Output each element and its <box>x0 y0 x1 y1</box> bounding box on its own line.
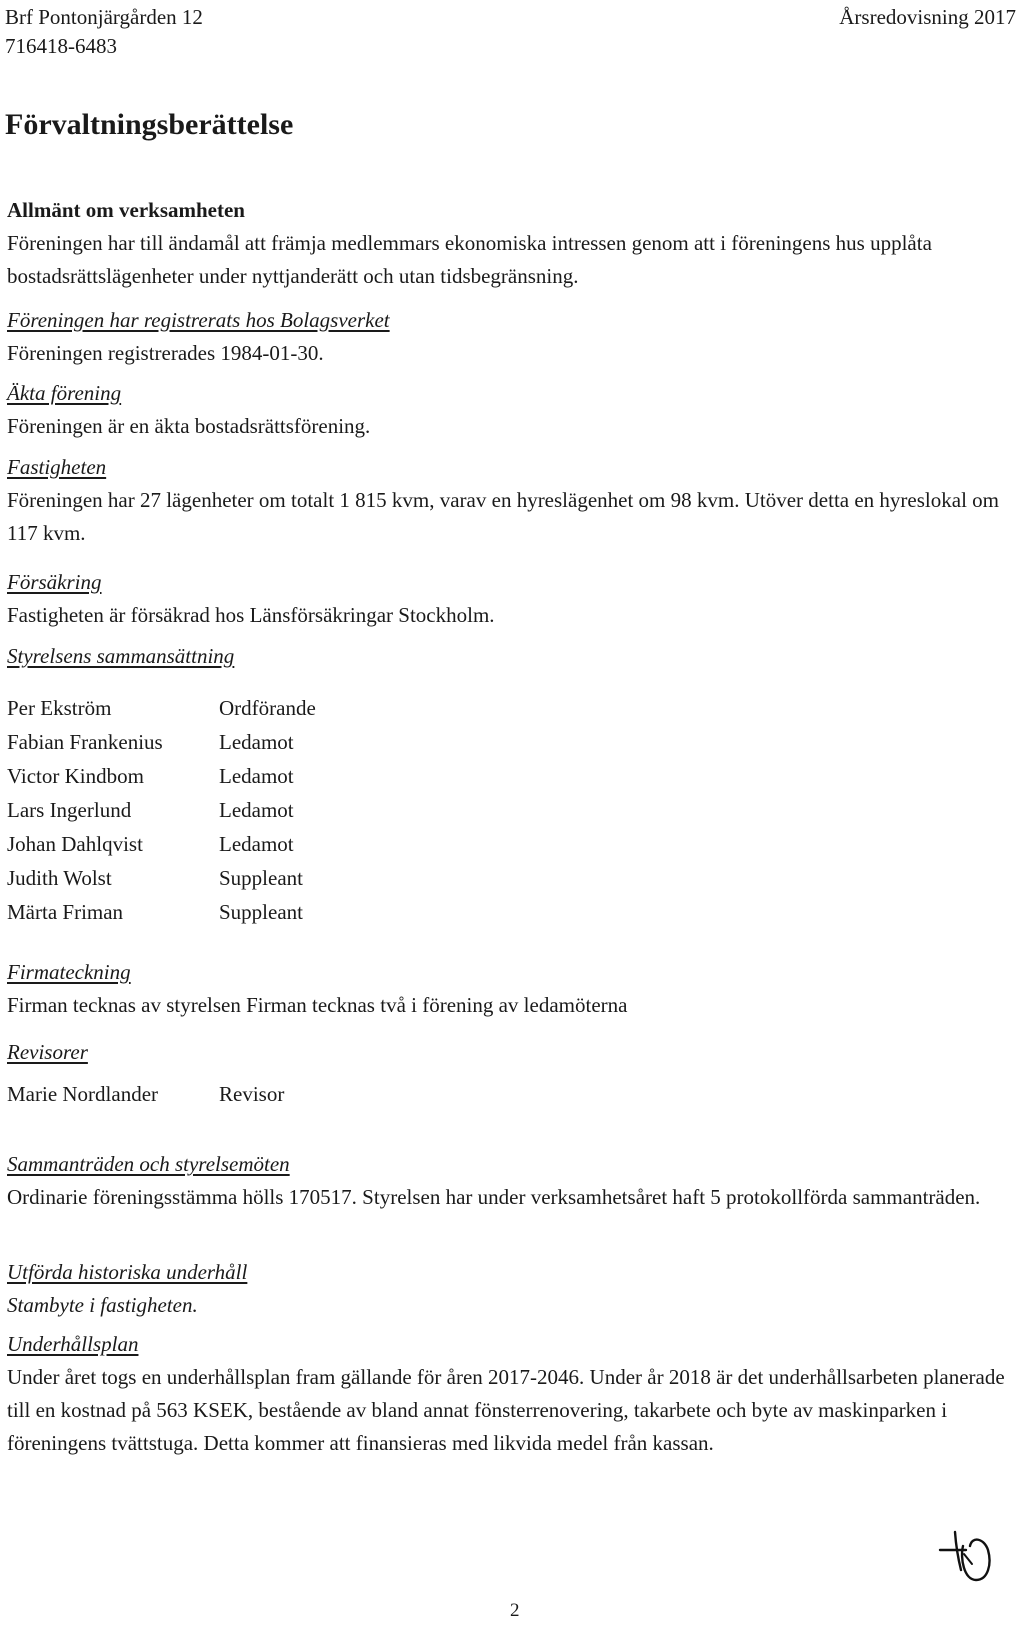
report-title: Årsredovisning 2017 <box>839 5 1016 29</box>
section-text: Stambyte i fastigheten. <box>7 1293 198 1317</box>
section-text: Föreningen har 27 lägenheter om totalt 1 815 kvm, varav en hyreslägenhet om 98 kvm. Utöver detta en hyreslokal om 117 kvm. <box>7 488 999 545</box>
section-auditors <box>7 1036 1007 1112</box>
auditor-role: Revisor <box>219 1082 285 1106</box>
section-text: Firman tecknas av styrelsen Firman tecknas två i förening av ledamöterna <box>7 993 628 1017</box>
section-heading: Underhållsplan <box>7 1332 139 1356</box>
member-role: Ledamot <box>219 832 294 856</box>
member-name: Märta Friman <box>7 900 124 924</box>
table-row <box>7 692 316 726</box>
member-role: Suppleant <box>219 866 303 890</box>
signature-initials <box>936 1524 1000 1591</box>
section-heading: Försäkring <box>7 570 102 594</box>
org-name: Brf Pontonjärgården 12 <box>5 5 203 29</box>
section-heading: Föreningen har registrerats hos Bolagsverket <box>7 308 390 332</box>
member-name: Per Ekström <box>7 696 112 720</box>
org-number: 716418-6483 <box>5 34 117 58</box>
section-meetings <box>7 1148 1007 1214</box>
table-row <box>7 760 316 794</box>
member-role: Ledamot <box>219 798 294 822</box>
member-role: Ledamot <box>219 764 294 788</box>
page-number: 2 <box>510 1600 520 1621</box>
section-maintenance-done <box>7 1256 1007 1322</box>
member-name: Judith Wolst <box>7 866 112 890</box>
member-name: Lars Ingerlund <box>7 798 132 822</box>
header-left <box>5 3 203 61</box>
section-heading: Revisorer <box>7 1040 88 1064</box>
section-board <box>7 640 1007 930</box>
section-heading: Styrelsens sammansättning <box>7 644 235 668</box>
member-role: Ordförande <box>219 696 316 720</box>
section-property <box>7 451 1007 550</box>
section-insurance <box>7 566 1007 632</box>
section-signatory <box>7 956 1007 1022</box>
section-text: Föreningen är en äkta bostadsrättsförening. <box>7 414 371 438</box>
section-heading: Sammanträden och styrelsemöten <box>7 1152 290 1176</box>
section-heading: Fastigheten <box>7 455 107 479</box>
member-role: Suppleant <box>219 900 303 924</box>
section-maintenance-plan <box>7 1328 1007 1460</box>
section-text: Ordinarie föreningsstämma hölls 170517. Styrelsen har under verksamhetsåret haft 5 protokollförda sammanträden. <box>7 1185 981 1209</box>
table-row <box>7 862 316 896</box>
section-general <box>7 194 1007 293</box>
table-row <box>7 794 316 828</box>
section-heading: Firmateckning <box>7 960 131 984</box>
section-text: Under året togs en underhållsplan fram gällande för åren 2017-2046. Under år 2018 är det underhållsarbeten planerade till en kostnad på 563 KSEK, bestående av bland annat fönsterrenovering, takarbete och byte av maskinparken i föreningens tvättstuga. Detta kommer att finansieras med likvida medel från kassan. <box>7 1365 1005 1455</box>
section-heading: Allmänt om verksamheten <box>7 198 245 222</box>
member-name: Victor Kindbom <box>7 764 144 788</box>
auditor-name: Marie Nordlander <box>7 1082 159 1106</box>
table-row <box>7 896 316 930</box>
member-name: Fabian Frankenius <box>7 730 163 754</box>
board-table <box>7 692 316 930</box>
section-text: Föreningen har till ändamål att främja medlemmars ekonomiska intressen genom att i föreningens hus upplåta bostadsrättslägenheter under nyttjanderätt och utan tidsbegränsning. <box>7 231 932 288</box>
section-registration <box>7 304 1007 370</box>
member-role: Ledamot <box>219 730 294 754</box>
section-heading: Äkta förening <box>7 381 122 405</box>
section-genuine <box>7 377 1007 443</box>
table-row <box>7 828 316 862</box>
member-name: Johan Dahlqvist <box>7 832 143 856</box>
section-text: Fastigheten är försäkrad hos Länsförsäkringar Stockholm. <box>7 603 495 627</box>
section-text: Föreningen registrerades 1984-01-30. <box>7 341 324 365</box>
page-title: Förvaltningsberättelse <box>5 108 294 141</box>
table-row <box>7 1078 284 1112</box>
section-heading: Utförda historiska underhåll <box>7 1260 248 1284</box>
table-row <box>7 726 316 760</box>
auditors-table <box>7 1078 284 1112</box>
